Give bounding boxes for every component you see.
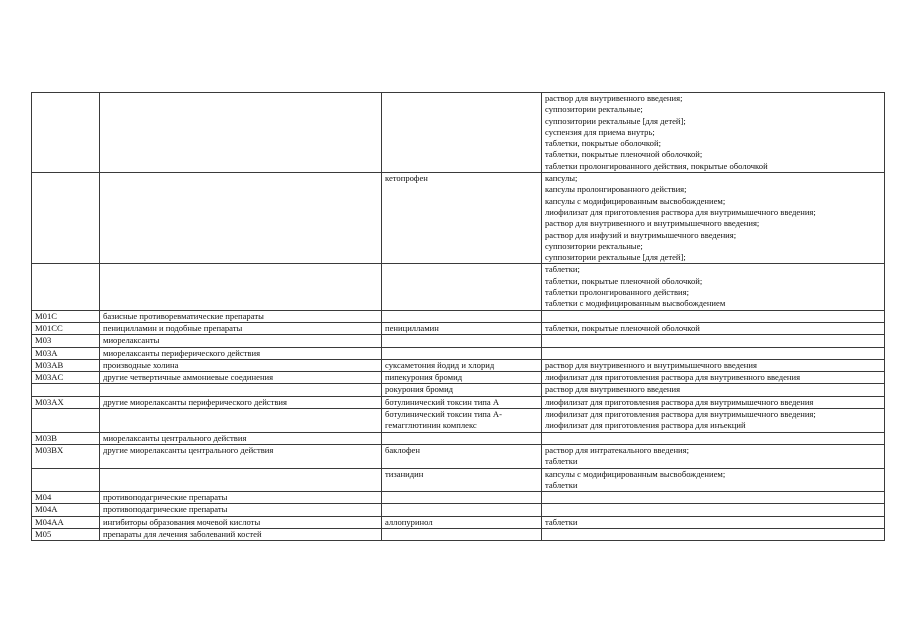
dosage-forms-cell [542,396,885,408]
dosage-forms-cell [542,528,885,540]
dosage-form-item: таблетки [545,479,578,490]
atc-code-cell [32,347,100,359]
drug-name-cell-text: баклофен [385,444,420,455]
atc-code-cell-text: M03AC [35,372,64,383]
drug-name-cell-text: кетопрофен [385,173,428,184]
atc-code-cell [32,310,100,322]
drug-name-cell [382,335,542,347]
drug-classification-table [31,92,885,541]
dosage-form-item: капсулы с модифицированным высвобождением; [545,468,726,479]
atc-code-cell [32,322,100,334]
drug-name-cell [382,173,542,264]
atc-code-cell [32,409,100,433]
anatomical-group-cell [100,492,382,504]
anatomical-group-cell [100,409,382,433]
dosage-form-item: раствор для инфузий и внутримышечного введения; [545,229,737,240]
drug-name-cell [382,322,542,334]
atc-code-cell-text: M01CC [35,322,63,333]
drug-name-cell-text: тизанидин [385,468,424,479]
dosage-form-item: капсулы пролонгированного действия; [545,184,687,195]
atc-code-cell-text: M03B [35,432,57,443]
anatomical-group-cell-text: другие четвертичные аммониевые соединения [103,372,274,383]
anatomical-group-cell [100,310,382,322]
anatomical-group-cell-text: миорелаксанты [103,335,160,346]
anatomical-group-cell [100,504,382,516]
anatomical-group-cell [100,396,382,408]
atc-code-cell [32,335,100,347]
drug-name-cell [382,444,542,468]
atc-code-cell [32,372,100,384]
drug-name-cell-text: суксаметония йодид и хлорид [385,359,495,370]
atc-code-cell-text: M03AB [35,359,64,370]
table-row [32,528,885,540]
dosage-form-item: суппозитории ректальные [для детей]; [545,252,686,263]
table-row [32,359,885,371]
dosage-form-item: раствор для интратекального введения; [545,444,689,455]
atc-code-cell-text: M04AA [35,516,64,527]
atc-code-cell [32,516,100,528]
anatomical-group-cell-text: ингибиторы образования мочевой кислоты [103,516,261,527]
table-row [32,492,885,504]
table-row [32,504,885,516]
anatomical-group-cell [100,335,382,347]
drug-name-cell-text: рокурония бромид [385,384,454,395]
anatomical-group-cell [100,359,382,371]
dosage-forms-cell [542,173,885,264]
dosage-forms-cell [542,516,885,528]
drug-name-cell-text: пеницилламин [385,322,439,333]
dosage-forms-cell [542,310,885,322]
atc-code-cell [32,468,100,492]
table-row [32,384,885,396]
atc-code-cell-text: M05 [35,528,52,539]
drug-name-cell [382,516,542,528]
dosage-forms-cell [542,384,885,396]
anatomical-group-cell-text: миорелаксанты периферического действия [103,347,261,358]
drug-name-cell [382,468,542,492]
drug-name-cell-text: пипекурония бромид [385,372,463,383]
atc-code-cell [32,504,100,516]
anatomical-group-cell [100,347,382,359]
anatomical-group-cell-text: другие миорелаксанты периферического действия [103,396,287,407]
anatomical-group-cell-text: другие миорелаксанты центрального действия [103,444,274,455]
dosage-form-item: раствор для внутривенного и внутримышечного введения [545,359,757,370]
table-row [32,93,885,173]
dosage-form-item: суспензия для приема внутрь; [545,126,655,137]
dosage-forms-cell [542,409,885,433]
dosage-form-item: суппозитории ректальные; [545,240,643,251]
table-row [32,444,885,468]
drug-name-cell [382,384,542,396]
dosage-forms-cell [542,468,885,492]
atc-code-cell-text: M03A [35,347,58,358]
table-row [32,372,885,384]
drug-name-cell-text: ботулинический токсин типа A [385,396,500,407]
table-row [32,409,885,433]
drug-name-cell [382,93,542,173]
atc-code-cell [32,93,100,173]
anatomical-group-cell [100,384,382,396]
dosage-forms-cell [542,93,885,173]
dosage-forms-cell [542,359,885,371]
dosage-forms-cell [542,322,885,334]
drug-name-cell [382,372,542,384]
dosage-form-item: суппозитории ректальные; [545,104,643,115]
drug-name-cell [382,310,542,322]
atc-code-cell [32,528,100,540]
table-row [32,516,885,528]
dosage-form-item: таблетки пролонгированного действия, покрытые оболочкой [545,160,768,171]
atc-code-cell-text: M04 [35,492,52,503]
table-row [32,347,885,359]
dosage-form-item: лиофилизат для приготовления раствора для внутримышечного введения; [545,206,816,217]
table-row [32,310,885,322]
anatomical-group-cell [100,173,382,264]
anatomical-group-cell [100,322,382,334]
anatomical-group-cell [100,444,382,468]
atc-code-cell [32,432,100,444]
table-row [32,322,885,334]
atc-code-cell-text: M03AX [35,396,64,407]
dosage-form-item: лиофилизат для приготовления раствора для инъекций [545,420,746,431]
anatomical-group-cell-text: противоподагрические препараты [103,504,228,515]
drug-name-cell [382,359,542,371]
drug-name-cell [382,504,542,516]
atc-code-cell [32,444,100,468]
anatomical-group-cell [100,264,382,310]
drug-name-cell-text: ботулинический токсин типа A-гемагглютинин комплекс [385,409,502,431]
dosage-forms-cell [542,504,885,516]
atc-code-cell [32,173,100,264]
drug-name-cell-text: аллопуринол [385,516,433,527]
dosage-forms-cell [542,444,885,468]
dosage-forms-cell [542,347,885,359]
drug-name-cell [382,347,542,359]
anatomical-group-cell [100,93,382,173]
dosage-forms-cell [542,372,885,384]
drug-name-cell [382,396,542,408]
dosage-form-item: лиофилизат для приготовления раствора для внутримышечного введения [545,396,814,407]
dosage-forms-cell [542,264,885,310]
table-body [32,93,885,541]
atc-code-cell [32,264,100,310]
anatomical-group-cell [100,528,382,540]
anatomical-group-cell-text: базисные противоревматические препараты [103,310,264,321]
anatomical-group-cell [100,468,382,492]
anatomical-group-cell-text: противоподагрические препараты [103,492,228,503]
dosage-form-item: капсулы с модифицированным высвобождением; [545,195,726,206]
atc-code-cell-text: M03 [35,335,52,346]
dosage-form-item: таблетки [545,516,578,527]
dosage-form-item: таблетки; [545,264,580,275]
drug-name-cell [382,528,542,540]
dosage-forms-cell [542,432,885,444]
dosage-form-item: таблетки пролонгированного действия; [545,287,689,298]
atc-code-cell-text: M01C [35,310,57,321]
table-row [32,432,885,444]
dosage-form-item: лиофилизат для приготовления раствора для внутривенного введения [545,372,801,383]
atc-code-cell [32,492,100,504]
table-row [32,396,885,408]
atc-code-cell-text: M04A [35,504,58,515]
atc-code-cell [32,396,100,408]
anatomical-group-cell-text: производные холина [103,359,179,370]
table-row [32,173,885,264]
atc-code-cell [32,384,100,396]
dosage-form-item: таблетки, покрытые пленочной оболочкой; [545,149,703,160]
dosage-form-item: раствор для внутривенного введения; [545,93,683,103]
dosage-form-item: таблетки [545,456,578,467]
anatomical-group-cell [100,372,382,384]
table-row [32,335,885,347]
drug-name-cell [382,409,542,433]
anatomical-group-cell-text: миорелаксанты центрального действия [103,432,247,443]
dosage-form-item: раствор для внутривенного и внутримышечного введения; [545,218,760,229]
anatomical-group-cell [100,432,382,444]
atc-code-cell-text: M03BX [35,444,64,455]
dosage-form-item: таблетки с модифицированным высвобождением [545,298,726,309]
drug-name-cell [382,432,542,444]
dosage-forms-cell [542,492,885,504]
table-row [32,264,885,310]
atc-code-cell [32,359,100,371]
dosage-form-item: таблетки, покрытые пленочной оболочкой [545,322,700,333]
anatomical-group-cell [100,516,382,528]
dosage-form-item: таблетки, покрытые оболочкой; [545,138,661,149]
anatomical-group-cell-text: пеницилламин и подобные препараты [103,322,243,333]
dosage-form-item: лиофилизат для приготовления раствора для внутримышечного введения; [545,409,816,420]
dosage-form-item: капсулы; [545,173,578,184]
anatomical-group-cell-text: препараты для лечения заболеваний костей [103,528,262,539]
dosage-form-item: раствор для внутривенного введения [545,384,681,395]
drug-name-cell [382,492,542,504]
dosage-forms-cell [542,335,885,347]
table-row [32,468,885,492]
drug-name-cell [382,264,542,310]
dosage-form-item: суппозитории ректальные [для детей]; [545,115,686,126]
dosage-form-item: таблетки, покрытые пленочной оболочкой; [545,275,703,286]
